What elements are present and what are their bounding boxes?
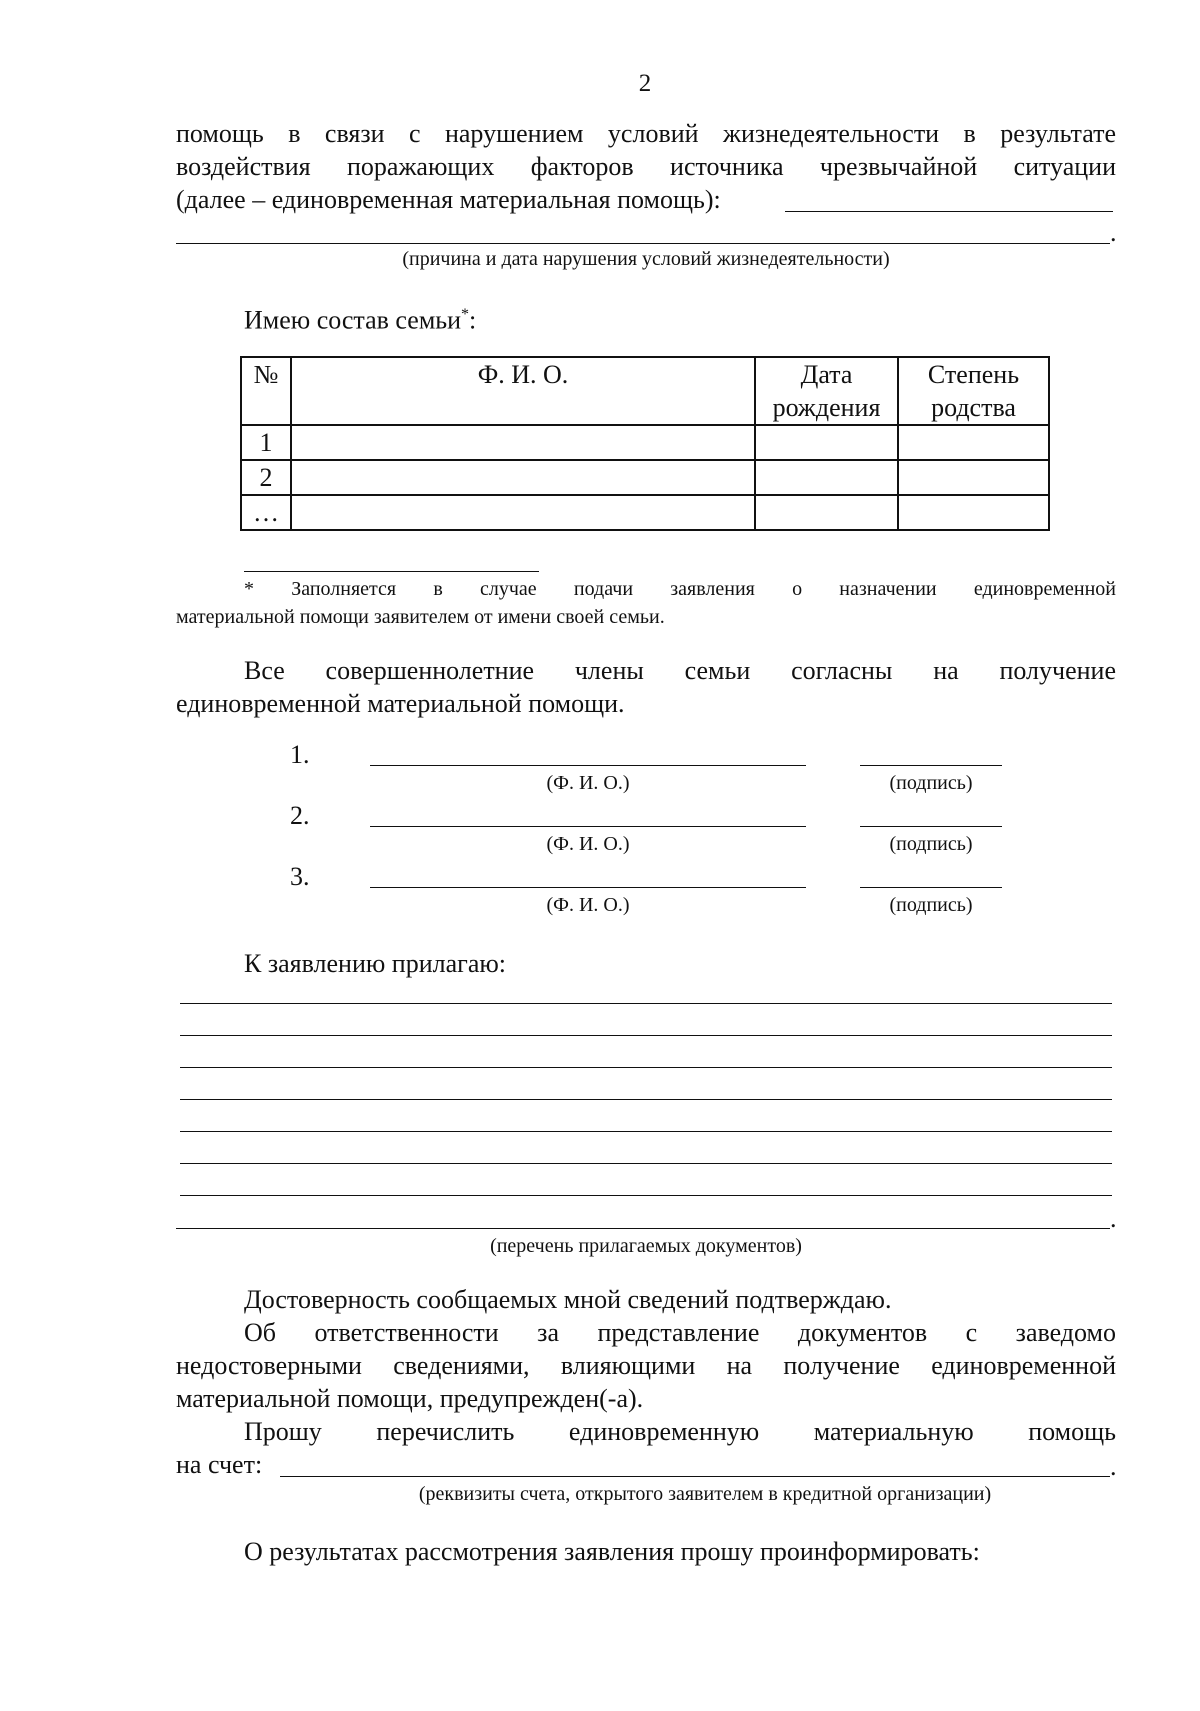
row-dob-cell[interactable]: [755, 425, 898, 460]
intro-line-1: помощь в связи с нарушением условий жизнедеятельности в результате: [176, 119, 1116, 148]
attachments-caption: (перечень прилагаемых документов): [490, 1235, 802, 1257]
table-header-row: [241, 357, 1049, 425]
row-fio-cell[interactable]: [291, 425, 755, 460]
family-heading: [244, 298, 476, 337]
table-row: [241, 460, 1049, 495]
attachment-line[interactable]: [180, 1067, 1112, 1068]
transfer-line-1: Прошу перечислить единовременную материальную помощь: [244, 1417, 1116, 1446]
table-row: [241, 425, 1049, 460]
row-num: 1: [241, 425, 291, 460]
signer-signature-blank[interactable]: [860, 887, 1002, 888]
period-mark: .: [1110, 1452, 1117, 1481]
reason-blank-2[interactable]: [176, 243, 1110, 244]
attachment-line[interactable]: [180, 1131, 1112, 1132]
footnote-mark: *: [461, 306, 470, 323]
intro-line-2: воздействия поражающих факторов источника чрезвычайной ситуации: [176, 152, 1116, 181]
period-mark: .: [1110, 1204, 1117, 1233]
period-mark: .: [1110, 218, 1117, 247]
signer-signature-blank[interactable]: [860, 765, 1002, 766]
row-dob-cell[interactable]: [755, 495, 898, 530]
row-relation-cell[interactable]: [898, 495, 1049, 530]
signer-signature-blank[interactable]: [860, 826, 1002, 827]
signer-fio-caption: (Ф. И. О.): [546, 833, 630, 855]
account-blank[interactable]: [280, 1476, 1110, 1477]
results-line-1: О результатах рассмотрения заявления прошу проинформировать:: [244, 1537, 980, 1566]
attachment-line[interactable]: [180, 1003, 1112, 1004]
row-num: 2: [241, 460, 291, 495]
reason-blank-1[interactable]: [785, 211, 1113, 212]
signer-fio-blank[interactable]: [370, 887, 806, 888]
signer-sign-caption: (подпись): [889, 894, 973, 916]
table-row: [241, 495, 1049, 530]
attachment-line[interactable]: [180, 1099, 1112, 1100]
transfer-line-2: на счет:: [176, 1450, 263, 1479]
row-fio-cell[interactable]: [291, 495, 755, 530]
col-header-relation: Степень родства: [898, 357, 1049, 425]
account-caption: (реквизиты счета, открытого заявителем в кредитной организации): [418, 1483, 992, 1505]
signer-fio-caption: (Ф. И. О.): [546, 772, 630, 794]
page-number: 2: [638, 70, 652, 97]
intro-line-3: (далее – единовременная материальная помощь):: [176, 185, 721, 214]
family-heading-colon: :: [469, 305, 477, 335]
confirm-line-1: Достоверность сообщаемых мной сведений подтверждаю.: [244, 1285, 892, 1314]
confirm-line-2: Об ответственности за представление документов с заведомо: [244, 1318, 1116, 1347]
signer-fio-caption: (Ф. И. О.): [546, 894, 630, 916]
row-relation-cell[interactable]: [898, 460, 1049, 495]
signer-number: 2.: [290, 801, 310, 830]
attachment-line[interactable]: [176, 1228, 1110, 1229]
signer-sign-caption: (подпись): [889, 833, 973, 855]
col-header-dob: Дата рождения: [755, 357, 898, 425]
family-heading-text: Имею состав семьи: [244, 305, 462, 335]
attachment-line[interactable]: [180, 1195, 1112, 1196]
reason-caption: (причина и дата нарушения условий жизнедеятельности): [402, 248, 890, 270]
col-header-fio: Ф. И. О.: [291, 357, 755, 425]
attachment-line[interactable]: [180, 1163, 1112, 1164]
signer-fio-blank[interactable]: [370, 826, 806, 827]
signer-number: 3.: [290, 862, 310, 891]
signer-number: 1.: [290, 740, 310, 769]
row-fio-cell[interactable]: [291, 460, 755, 495]
consent-line-2: единовременной материальной помощи.: [176, 689, 625, 718]
row-dob-cell[interactable]: [755, 460, 898, 495]
confirm-line-4: материальной помощи, предупрежден(-а).: [176, 1384, 644, 1413]
row-relation-cell[interactable]: [898, 425, 1049, 460]
confirm-line-3: недостоверными сведениями, влияющими на получение единовременной: [176, 1351, 1116, 1380]
col-header-num: №: [241, 357, 291, 425]
attachments-heading: К заявлению прилагаю:: [244, 949, 507, 978]
consent-line-1: Все совершеннолетние члены семьи согласны на получение: [244, 656, 1116, 685]
footnote-line-1: * Заполняется в случае подачи заявления о назначении единовременной: [244, 578, 1116, 600]
footnote-line-2: материальной помощи заявителем от имени своей семьи.: [176, 606, 665, 628]
row-num: …: [241, 495, 291, 530]
attachment-line[interactable]: [180, 1035, 1112, 1036]
family-table: [240, 356, 1050, 531]
footnote-separator: [244, 571, 539, 572]
signer-sign-caption: (подпись): [889, 772, 973, 794]
signer-fio-blank[interactable]: [370, 765, 806, 766]
